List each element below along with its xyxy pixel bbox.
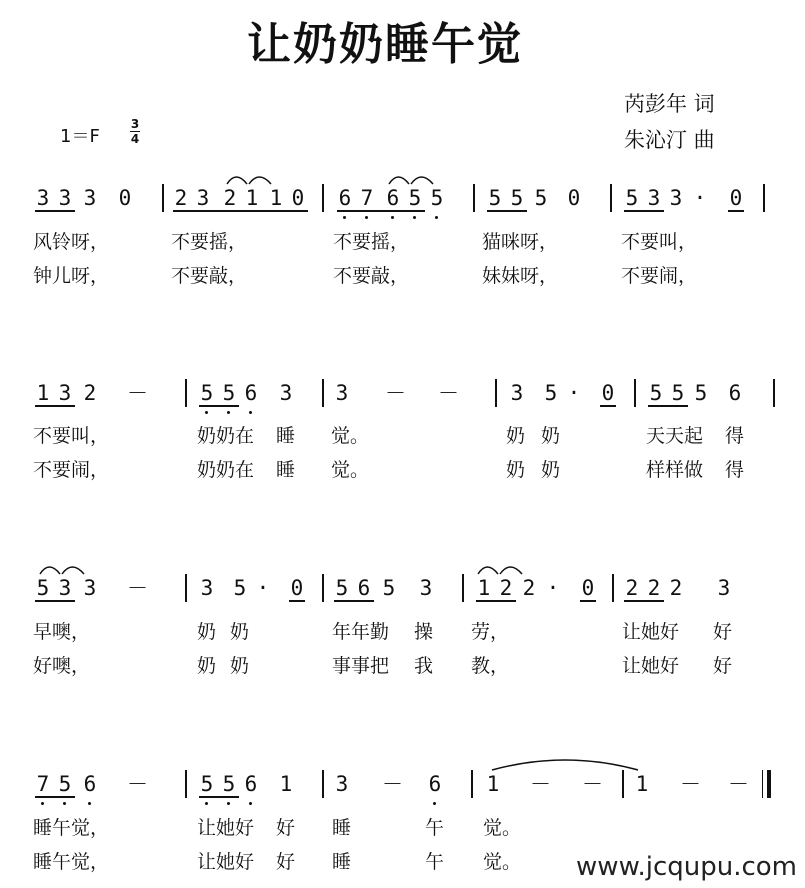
note: － — [530, 772, 551, 796]
song-title: 让奶奶睡午觉 — [247, 19, 523, 70]
lyric-verse-1: 好 — [276, 817, 296, 839]
lyric-verse-1: 得 — [725, 425, 745, 447]
lyric-verse-2: 好 — [276, 851, 296, 873]
lyric-verse-2: 钟儿呀， — [33, 265, 110, 287]
note: 5 — [335, 576, 349, 600]
barline — [185, 770, 187, 798]
barline — [634, 379, 636, 407]
lyric-verse-1: 年年勤 — [332, 621, 390, 643]
note: · — [567, 381, 581, 405]
barline — [773, 379, 775, 407]
note: 3 — [58, 381, 72, 405]
lyric-verse-2: 样样做 — [646, 459, 704, 481]
note: － — [385, 381, 406, 405]
note: 6 — [386, 186, 400, 210]
note: 6 — [357, 576, 371, 600]
lyric-verse-2: 奶 — [197, 655, 217, 677]
lyric-verse-1: 劳， — [471, 621, 510, 643]
note: 3 — [669, 186, 683, 210]
note: － — [127, 772, 148, 796]
barline — [610, 184, 612, 212]
note: 6 — [83, 772, 97, 796]
barline — [185, 379, 187, 407]
note: · — [256, 576, 270, 600]
note: 5 — [671, 381, 685, 405]
note: 1 — [279, 772, 293, 796]
note: 0 — [567, 186, 581, 210]
lyric-verse-2: 奶 — [230, 655, 250, 677]
note: 0 — [290, 576, 304, 600]
note: 3 — [36, 186, 50, 210]
note: 6 — [244, 772, 258, 796]
lyric-verse-1: 风铃呀， — [33, 231, 110, 253]
lyric-verse-2: 觉。 — [483, 851, 522, 873]
barline — [322, 379, 324, 407]
slur-mark — [387, 168, 437, 186]
lyric-verse-2: 好 — [713, 655, 733, 677]
final-barline-thick — [767, 770, 771, 798]
note: 5 — [222, 381, 236, 405]
note: 0 — [729, 186, 743, 210]
lyric-verse-1: 睡 — [276, 425, 296, 447]
lyric-verse-2: 睡 — [276, 459, 296, 481]
lyric-verse-1: 操 — [414, 621, 434, 643]
barline — [322, 770, 324, 798]
time-signature-bottom: 4 — [130, 132, 140, 146]
lyric-verse-1: 奶 — [197, 621, 217, 643]
lyric-verse-1: 让她好 — [622, 621, 680, 643]
lyric-verse-1: 奶 — [506, 425, 526, 447]
note: － — [728, 772, 749, 796]
barline — [185, 574, 187, 602]
note: 1 — [245, 186, 259, 210]
note: 3 — [58, 186, 72, 210]
lyric-verse-1: 不要摇， — [171, 231, 248, 253]
note: 5 — [233, 576, 247, 600]
note: 1 — [486, 772, 500, 796]
lyric-verse-2: 不要敲， — [171, 265, 248, 287]
barline — [622, 770, 624, 798]
note: 3 — [83, 186, 97, 210]
barline — [612, 574, 614, 602]
note: 3 — [83, 576, 97, 600]
note: 5 — [544, 381, 558, 405]
final-barline-thin — [762, 770, 763, 798]
note: 5 — [694, 381, 708, 405]
lyric-verse-1: 不要叫， — [33, 425, 110, 447]
note: 5 — [58, 772, 72, 796]
note: 5 — [488, 186, 502, 210]
lyric-verse-2: 睡午觉， — [33, 851, 110, 873]
note: － — [127, 576, 148, 600]
lyric-verse-1: 睡 — [332, 817, 352, 839]
key-signature: 1＝F — [60, 126, 100, 147]
time-signature-top: 3 — [130, 117, 140, 131]
note: 1 — [36, 381, 50, 405]
note: 5 — [649, 381, 663, 405]
slur-mark — [476, 558, 526, 576]
lyric-verse-2: 好噢， — [33, 655, 91, 677]
note: 3 — [196, 186, 210, 210]
note: 5 — [200, 381, 214, 405]
slur-mark — [225, 168, 275, 186]
note: 0 — [601, 381, 615, 405]
note: 6 — [244, 381, 258, 405]
note: 6 — [428, 772, 442, 796]
lyric-verse-2: 我 — [414, 655, 434, 677]
lyric-verse-1: 觉。 — [483, 817, 522, 839]
lyric-verse-1: 睡午觉， — [33, 817, 110, 839]
lyric-verse-1: 让她好 — [197, 817, 255, 839]
lyric-verse-1: 奶奶在 — [197, 425, 255, 447]
lyric-verse-1: 天天起 — [646, 425, 704, 447]
note: · — [546, 576, 560, 600]
barline — [462, 574, 464, 602]
note: 2 — [223, 186, 237, 210]
lyric-verse-1: 奶 — [230, 621, 250, 643]
lyric-verse-1: 午 — [425, 817, 445, 839]
note: 5 — [382, 576, 396, 600]
note: 3 — [200, 576, 214, 600]
note: 5 — [222, 772, 236, 796]
note: 3 — [335, 381, 349, 405]
note: 3 — [335, 772, 349, 796]
barline — [322, 574, 324, 602]
note: 6 — [338, 186, 352, 210]
lyric-verse-2: 奶奶在 — [197, 459, 255, 481]
lyric-verse-2: 觉。 — [331, 459, 370, 481]
note: 1 — [269, 186, 283, 210]
note: 6 — [728, 381, 742, 405]
lyricist-credit: 芮彭年 词 — [624, 92, 715, 116]
note: 2 — [669, 576, 683, 600]
lyric-verse-2: 不要敲， — [333, 265, 410, 287]
note: 2 — [522, 576, 536, 600]
lyric-verse-2: 得 — [725, 459, 745, 481]
note: 5 — [510, 186, 524, 210]
note: 3 — [279, 381, 293, 405]
note: 1 — [477, 576, 491, 600]
lyric-verse-1: 猫咪呀， — [482, 231, 559, 253]
note: 2 — [174, 186, 188, 210]
note: － — [438, 381, 459, 405]
lyric-verse-1: 奶 — [541, 425, 561, 447]
lyric-verse-2: 奶 — [541, 459, 561, 481]
note: 0 — [291, 186, 305, 210]
note: 5 — [625, 186, 639, 210]
composer-credit: 朱沁汀 曲 — [624, 128, 715, 152]
lyric-verse-2: 睡 — [332, 851, 352, 873]
note: 2 — [625, 576, 639, 600]
site-watermark: www.jcqupu.com — [576, 852, 797, 882]
lyric-verse-2: 奶 — [506, 459, 526, 481]
note: － — [680, 772, 701, 796]
barline — [473, 184, 475, 212]
note: － — [127, 381, 148, 405]
lyric-verse-2: 让她好 — [197, 851, 255, 873]
note: 5 — [534, 186, 548, 210]
lyric-verse-1: 不要摇， — [333, 231, 410, 253]
lyric-verse-1: 早噢， — [33, 621, 91, 643]
lyric-verse-2: 事事把 — [332, 655, 390, 677]
lyric-verse-1: 不要叫， — [621, 231, 698, 253]
note: 2 — [83, 381, 97, 405]
note: － — [582, 772, 603, 796]
note: · — [693, 186, 707, 210]
slur-mark — [38, 558, 88, 576]
note: 3 — [717, 576, 731, 600]
barline — [763, 184, 765, 212]
lyric-verse-2: 不要闹， — [621, 265, 698, 287]
note: 3 — [58, 576, 72, 600]
note: 7 — [360, 186, 374, 210]
barline — [495, 379, 497, 407]
note: 5 — [408, 186, 422, 210]
note: 5 — [430, 186, 444, 210]
note: － — [382, 772, 403, 796]
lyric-verse-1: 觉。 — [331, 425, 370, 447]
barline — [471, 770, 473, 798]
lyric-verse-2: 午 — [425, 851, 445, 873]
lyric-verse-2: 妹妹呀， — [482, 265, 559, 287]
note: 3 — [510, 381, 524, 405]
tie-mark — [490, 756, 640, 772]
barline — [322, 184, 324, 212]
lyric-verse-2: 不要闹， — [33, 459, 110, 481]
note: 0 — [581, 576, 595, 600]
note: 1 — [635, 772, 649, 796]
note: 3 — [647, 186, 661, 210]
barline — [162, 184, 164, 212]
note: 2 — [499, 576, 513, 600]
lyric-verse-2: 让她好 — [622, 655, 680, 677]
note: 0 — [118, 186, 132, 210]
note: 7 — [36, 772, 50, 796]
lyric-verse-2: 教， — [471, 655, 510, 677]
note: 2 — [647, 576, 661, 600]
note: 5 — [200, 772, 214, 796]
note: 3 — [419, 576, 433, 600]
note: 5 — [36, 576, 50, 600]
time-signature — [128, 117, 142, 146]
lyric-verse-1: 好 — [713, 621, 733, 643]
